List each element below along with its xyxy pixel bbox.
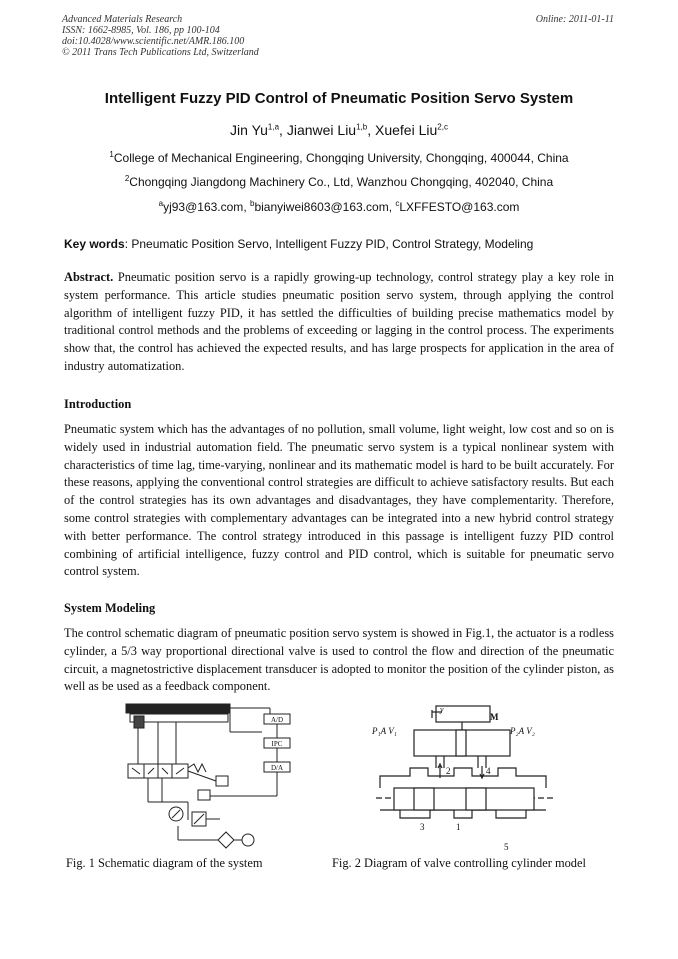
cylinder-carriage [130, 714, 228, 722]
air-source [242, 834, 254, 846]
affiliation-1 [0, 151, 678, 165]
author-name: Xuefei Liu [375, 122, 438, 138]
amplifier-block [198, 790, 210, 800]
rodless-cylinder [126, 704, 230, 713]
affiliation-sup: 2 [124, 174, 130, 183]
displacement-label: y [440, 705, 444, 714]
da-label: D/A [270, 764, 284, 772]
mass-block [436, 706, 490, 722]
section-heading-introduction: Introduction [64, 397, 132, 411]
mass-label: M [490, 712, 499, 722]
author-sup: 2,c [437, 122, 448, 132]
port-label: 1 [456, 822, 461, 832]
keywords-text: : Pneumatic Position Servo, Intelligent Fuzzy PID, Control Strategy, Modeling [124, 237, 534, 251]
email-line: $^a$yj93@163.com, $^b$bianyiwei8603@163.com, $^c$LXFFESTO@163.com [158, 199, 520, 214]
right-chamber-label: P₂A V₂ [510, 726, 535, 736]
email-sup: b [249, 199, 255, 208]
system-modeling-text: The control schematic diagram of pneumatic position servo system is showed in Fig.1, the actuator is a rodless cylinder, a 5/3 way proportional directional valve is used to control the flow and direction of the pneumatic circuit, a magnetostrictive displacement transducer is adopted to monitor the position of the cylinder piston, as well as be used as a feedback component. [64, 626, 614, 694]
author-name: Jin Yu [230, 122, 268, 138]
issn-line: ISSN: 1662-8985, Vol. 186, pp 100-104 [62, 25, 220, 36]
email: bianyiwei8603@163.com [254, 200, 389, 214]
email: yj93@163.com [163, 200, 244, 214]
author-sup: 1,b [356, 122, 368, 132]
doi-line: doi:10.4028/www.scientific.net/AMR.186.100 [62, 36, 245, 47]
air-filter [218, 832, 234, 848]
email: LXFFESTO@163.com [399, 200, 520, 214]
valve-body [380, 768, 546, 788]
port-label: 4 [486, 766, 491, 776]
figure-2-valve-cylinder [370, 702, 560, 852]
affiliation-text: Chongqing Jiangdong Machinery Co., Ltd, Wanzhou Chongqing, 402040, China [129, 175, 554, 189]
transducer-head [134, 716, 144, 728]
abstract-label: Abstract. [64, 270, 114, 284]
affiliation-sup: 1 [109, 150, 114, 159]
affiliation-text: College of Mechanical Engineering, Chongqing University, Chongqing, 400044, China [113, 151, 569, 165]
copyright-line: © 2011 Trans Tech Publications Ltd, Switzerland [62, 47, 259, 58]
running-header-left [62, 14, 259, 58]
ad-label: A/D [270, 716, 284, 724]
abstract [64, 269, 614, 376]
ipc-label: IPC [271, 740, 283, 748]
online-date: Online: 2011-01-11 [535, 14, 614, 25]
figure-1-schematic [118, 702, 310, 852]
keywords-label: Key words [64, 237, 125, 251]
port-label: 3 [420, 822, 425, 832]
journal-name: Advanced Materials Research [62, 14, 183, 25]
figure-1-caption: Fig. 1 Schematic diagram of the system [66, 856, 263, 870]
email-sup: a [158, 199, 164, 208]
section-heading-system-modeling: System Modeling [64, 601, 156, 615]
paper-title: Intelligent Fuzzy PID Control of Pneumatic Position Servo System [104, 90, 574, 107]
port-label: 5 [504, 842, 509, 852]
left-chamber-label: P₁A V₁ [372, 726, 397, 736]
email-sup: c [395, 199, 400, 208]
author-name: Jianwei Liu [286, 122, 357, 138]
piston [456, 730, 466, 756]
author-sup: 1,a [267, 122, 280, 132]
keywords [64, 237, 614, 251]
port-label: 2 [446, 766, 451, 776]
driver-block [216, 776, 228, 786]
introduction-text: Pneumatic system which has the advantages of no pollution, small volume, light weight, low cost and so on is widely used in industrial automation field. The pneumatic servo system is a typical nonlinear system with characteristics of time lag, time-varying, nonlinear and its mathematic model is hard to be built accurately. For these reasons, applying the conventional control strategies are difficult to achieve satisfactory results. But each of the control strategies has its own advantages and disadvantages, they have complementarity. Therefore, some control strategies with complementary advantages can be integrated into a new hybrid control strategy with better performance. The control strategy introduced in this passage is intelligent fuzzy PID control combining of artificial intelligence, fuzzy control and PID control, which is suitable for pneumatic servo control system. [64, 422, 614, 579]
affiliation-2 [0, 175, 678, 189]
abstract-text: Pneumatic position servo is a rapidly growing-up technology, control strategy play a key role in system performance. This article studies pneumatic position servo system, through applying the control algorithm of intelligent fuzzy PID, it has settled the difficulties of building precise mathematics model by traditional control methods and the problems of exceeding or lagging in the control process. The experiments show that, the control has achieved the expected results, and has large prospects for application in the area of industry automatization. [64, 270, 614, 373]
author-list: Jin Yu$^{1,a}$, Jianwei Liu$^{1,b}$, Xuefei Liu$^{2,c}$ [230, 122, 448, 138]
figure-2-caption: Fig. 2 Diagram of valve controlling cylinder model [332, 856, 586, 870]
